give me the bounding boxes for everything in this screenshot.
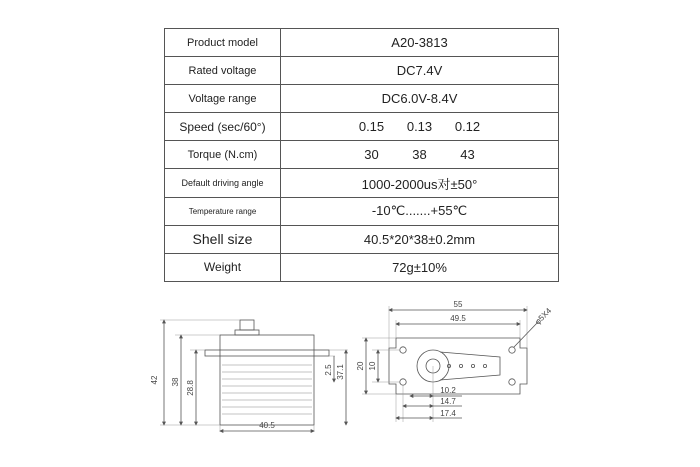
spec-label: Voltage range: [165, 85, 281, 113]
dim-tab-height: 37.1: [336, 364, 345, 380]
dim-hole-spacing: 10: [368, 361, 377, 371]
dim-holes: 49.5: [450, 314, 466, 323]
dim-d2: 14.7: [440, 397, 456, 406]
dim-hole-dia: φ5X4: [533, 306, 554, 327]
dim-d3: 17.4: [440, 409, 456, 418]
servo-body: [220, 335, 314, 425]
dim-overall: 55: [453, 300, 463, 309]
spec-value: 40.5*20*38±0.2mm: [281, 225, 559, 253]
spec-label: Rated voltage: [165, 57, 281, 85]
dim-tab: 2.5: [324, 364, 333, 376]
mounting-hole: [509, 347, 515, 353]
torque-value: 30: [364, 147, 379, 163]
flange-outline: [389, 338, 527, 394]
spec-label: Torque (N.cm): [165, 141, 281, 169]
spec-label: Product model: [165, 29, 281, 57]
mounting-hole: [509, 379, 515, 385]
mounting-tab: [205, 350, 329, 356]
dim-d1: 10.2: [440, 386, 456, 395]
torque-value: 38: [412, 147, 427, 163]
dim-h-total: 42: [150, 375, 159, 385]
spec-label: Shell size: [165, 225, 281, 253]
dim-height: 20: [356, 361, 365, 371]
dim-width: 40.5: [259, 421, 275, 430]
speed-value: 0.12: [454, 119, 481, 135]
spec-value: DC6.0V-8.4V: [281, 85, 559, 113]
spec-label: Speed (sec/60°): [165, 113, 281, 141]
speed-value: 0.13: [406, 119, 433, 135]
spec-value: -10℃.......+55℃: [281, 197, 559, 225]
mounting-hole: [400, 379, 406, 385]
spec-label: Weight: [165, 253, 281, 281]
spec-value: DC7.4V: [281, 57, 559, 85]
torque-value: 43: [460, 147, 475, 163]
side-view-drawing: [160, 320, 348, 432]
spec-value: 1000-2000us对±50°: [281, 169, 559, 197]
output-spline: [240, 320, 254, 330]
spline-base: [235, 330, 259, 335]
speed-value: 0.15: [358, 119, 385, 135]
dim-h-mount: 28.8: [186, 380, 195, 396]
dim-h-body: 38: [171, 377, 180, 387]
spec-label: Temperature range: [165, 197, 281, 225]
mounting-hole: [400, 347, 406, 353]
spec-label: Default driving angle: [165, 169, 281, 197]
spec-value: A20-3813: [281, 29, 559, 57]
spec-value: 72g±10%: [281, 253, 559, 281]
